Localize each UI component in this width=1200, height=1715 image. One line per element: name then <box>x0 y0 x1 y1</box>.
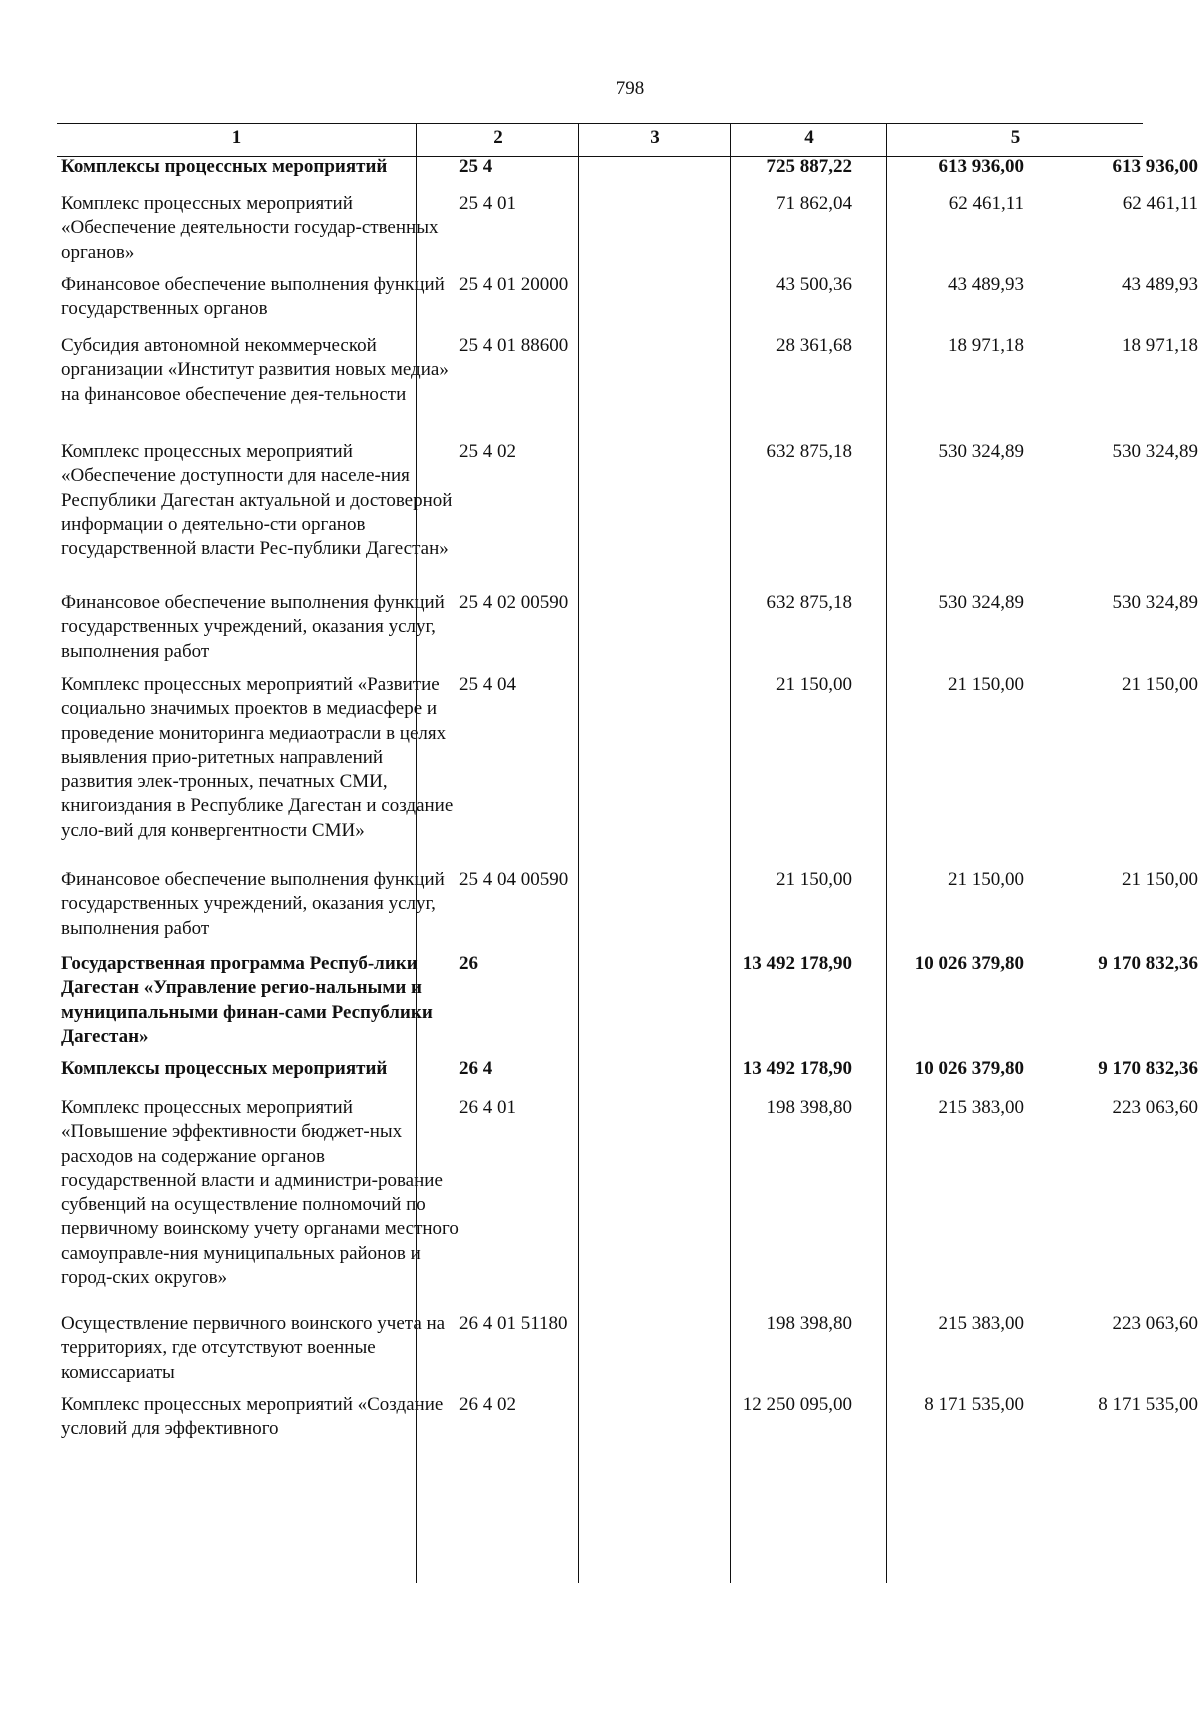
row-value-col4: 530 324,89 <box>938 441 1024 462</box>
row-value-col5: 223 063,60 <box>1112 1313 1198 1334</box>
row-value-col3: 198 398,80 <box>766 1313 852 1334</box>
row-value-col4: 530 324,89 <box>938 592 1024 613</box>
row-code-cell: 25 4 01 20000 <box>459 274 569 295</box>
row-code-cell: 26 4 02 <box>459 1394 516 1415</box>
row-value-col3: 71 862,04 <box>776 193 852 214</box>
row-value-col3: 12 250 095,00 <box>742 1394 852 1415</box>
row-name-cell: Осуществление первичного воинского учета на территориях, где отсутствуют военные комиссариаты <box>61 1313 446 1383</box>
row-name-cell: Комплексы процессных мероприятий <box>61 1058 388 1079</box>
row-value-col3: 28 361,68 <box>776 335 852 356</box>
row-name-cell: Комплекс процессных мероприятий «Обеспечение доступности для населе-ния Республики Дагестан актуальной и достоверной информации о деятельно-сти органов государственной власти Рес-публики Дагестан» <box>61 441 453 560</box>
row-value-col3: 725 887,22 <box>766 156 852 177</box>
row-value-col4: 613 936,00 <box>938 156 1024 177</box>
row-name-cell: Государственная программа Респуб-лики Дагестан «Управление регио-нальными и муниципальными финан-сами Республики Дагестан» <box>61 953 433 1047</box>
column-header-3: 3 <box>650 127 660 148</box>
row-value-col4: 21 150,00 <box>948 674 1024 695</box>
row-name-cell: Комплекс процессных мероприятий «Обеспечение деятельности государ-ственных органов» <box>61 193 439 263</box>
row-value-col4: 18 971,18 <box>948 335 1024 356</box>
row-value-col5: 8 171 535,00 <box>1098 1394 1198 1415</box>
row-value-col4: 62 461,11 <box>948 193 1024 214</box>
row-code-cell: 26 <box>459 953 478 974</box>
row-code-cell: 25 4 <box>459 156 493 177</box>
table-top-border <box>57 123 1143 124</box>
row-value-col4: 215 383,00 <box>938 1313 1024 1334</box>
row-value-col4: 43 489,93 <box>948 274 1024 295</box>
row-value-col3: 21 150,00 <box>776 869 852 890</box>
row-code-cell: 26 4 01 51180 <box>459 1313 568 1334</box>
page-number: 798 <box>615 78 645 99</box>
row-value-col5: 18 971,18 <box>1122 335 1198 356</box>
column-header-4: 4 <box>804 127 814 148</box>
row-value-col5: 21 150,00 <box>1122 869 1198 890</box>
row-value-col3: 13 492 178,90 <box>742 953 852 974</box>
row-value-col3: 21 150,00 <box>776 674 852 695</box>
column-header-2: 2 <box>493 127 503 148</box>
row-value-col5: 9 170 832,36 <box>1098 953 1198 974</box>
row-value-col5: 613 936,00 <box>1112 156 1198 177</box>
row-value-col5: 43 489,93 <box>1122 274 1198 295</box>
row-code-cell: 25 4 01 88600 <box>459 335 569 356</box>
row-value-col3: 198 398,80 <box>766 1097 852 1118</box>
row-code-cell: 25 4 04 00590 <box>459 869 569 890</box>
row-value-col3: 632 875,18 <box>766 592 852 613</box>
row-value-col3: 632 875,18 <box>766 441 852 462</box>
row-value-col4: 21 150,00 <box>948 869 1024 890</box>
row-code-cell: 26 4 01 <box>459 1097 516 1118</box>
row-name-cell: Комплекс процессных мероприятий «Повышение эффективности бюджет-ных расходов на содержание органов государственной власти и администри-рование субвенций на осуществление полномочий по первичному воинскому учету органами местного самоуправле-ния муниципальных районов и город-ских округов» <box>61 1097 459 1289</box>
row-value-col3: 43 500,36 <box>776 274 852 295</box>
row-code-cell: 25 4 04 <box>459 674 516 695</box>
column-header-5: 5 <box>1010 127 1021 148</box>
row-name-cell: Субсидия автономной некоммерческой организации «Институт развития новых медиа» на финансовое обеспечение дея-тельности <box>61 335 449 405</box>
row-code-cell: 25 4 01 <box>459 193 516 214</box>
row-value-col5: 62 461,11 <box>1122 193 1198 214</box>
row-value-col5: 9 170 832,36 <box>1098 1058 1198 1079</box>
row-name-cell: Финансовое обеспечение выполнения функций государственных учреждений, оказания услуг, выполнения работ <box>61 592 445 662</box>
row-name-cell: Комплекс процессных мероприятий «Развитие социально значимых проектов в медиасфере и проведение мониторинга медиаотрасли в целях выявления прио-ритетных направлений развития элек-тронных, печатных СМИ, книгоиздания в Республике Дагестан и создание усло-вий для конвергентности СМИ» <box>61 674 454 841</box>
row-value-col4: 10 026 379,80 <box>914 1058 1024 1079</box>
row-code-cell: 25 4 02 00590 <box>459 592 569 613</box>
row-value-col5: 530 324,89 <box>1112 592 1198 613</box>
row-value-col4: 10 026 379,80 <box>914 953 1024 974</box>
budget-table <box>57 123 1198 1583</box>
row-name-cell: Комплексы процессных мероприятий <box>61 156 388 177</box>
row-code-cell: 25 4 02 <box>459 441 516 462</box>
row-value-col5: 21 150,00 <box>1122 674 1198 695</box>
row-code-cell: 26 4 <box>459 1058 493 1079</box>
row-value-col4: 8 171 535,00 <box>924 1394 1024 1415</box>
row-value-col5: 223 063,60 <box>1112 1097 1198 1118</box>
column-header-1: 1 <box>231 127 242 148</box>
row-value-col4: 215 383,00 <box>938 1097 1024 1118</box>
row-value-col5: 530 324,89 <box>1112 441 1198 462</box>
row-name-cell: Комплекс процессных мероприятий «Создание условий для эффективного <box>61 1394 444 1440</box>
row-value-col3: 13 492 178,90 <box>742 1058 852 1079</box>
row-name-cell: Финансовое обеспечение выполнения функций государственных учреждений, оказания услуг, выполнения работ <box>61 869 445 939</box>
row-name-cell: Финансовое обеспечение выполнения функций государственных органов <box>61 274 445 320</box>
